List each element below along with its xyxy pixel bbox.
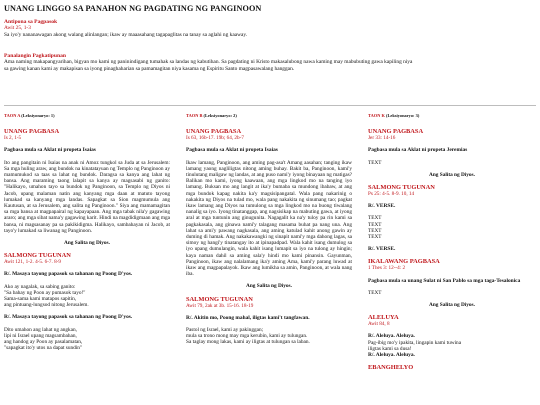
column-c-year: TAON K (368, 113, 385, 118)
alleluia-title: ALELUYA (368, 314, 399, 322)
alleluia-response: R/. Aleluya. Aleluya. (368, 333, 415, 340)
acclamation: Ang Salita ng Diyos. (429, 171, 475, 178)
psalm-text: TEXT (368, 227, 382, 234)
reading1-ref: Jer 33: 14-16 (368, 135, 396, 142)
gospel-title: EBANGHELYO (368, 364, 414, 372)
reading1-text: TEXT (368, 159, 382, 166)
psalm-text: TEXT (368, 221, 382, 228)
reading1-ref: Is 63, 16b-17. 19b; 64, 2b-7 (186, 135, 244, 142)
antipona-text: Sa iyo'y nananawagan akong walang alinlangan; ikaw ay maaasahang tagapaglitas na tanay sa aglahi ng kaaway. (4, 31, 248, 38)
reading1-ref: Is 2, 1-5 (4, 135, 22, 142)
reading1-intro: Pagbasa mula sa Aklat ni propeta Jeremias (368, 147, 468, 154)
reading1-title: UNANG PAGBASA (186, 128, 242, 136)
reading2-intro: Pagbasa mula sa unang Sulat ni San Pablo sa mga taga-Tesalonica (368, 277, 521, 284)
antipona-ref: Awit 25, 1-3 (4, 25, 31, 32)
psalm-verse: R/. VERSE. (368, 246, 396, 253)
reading1-text: Ito ang pangitain ni Isaias na anak ni Amoz tungkol sa Juda at sa Jerusalem: Sa mga huling araw, ang bundok na kinatatayuan ng Templo ng Panginoon ay mamumukod sa taas sa lahat ng bundok. Daragsa sa kanya ang lahat ng bansa. Ang maraming taong lalapit sa kanya ay magsasabi ng ganito: "Halikayo, umahon tayo sa bundok ng Panginoon, sa Templo ng Diyos ni Jacob, upang malaman natin ang kanyang mga daan at matuto tayong lumakad sa kanyang mga landas. Sapagkat sa Sion magmumula ang Kautusan, at sa Jerusalem, ang salita ng Panginoon." Siya ang mamamagitan sa mga bansa at magpapairal ng kapayapaan. Ang mga tabak nila'y gagawing araro; ang mga sibat nama'y gagawing karit. Hindi na magdidigmaan ang mga bansa, ni magsasanay pa sa pakikidigma. Halikayo, sambahayan ni Jacob, at tayo'y lumakad sa liwanag ng Panginoon. (4, 159, 170, 234)
acclamation: Ang Salita ng Diyos. (64, 240, 110, 247)
panalangin-line-2: sa gawing kanan kami ay makapisan sa iyong pinaghaharian sa pamamagitan niya kasama ng Espiritu Santo magpasawalang hanggan. (4, 65, 295, 72)
psalm-ref: Awit 121, 1-2. 4-5. 6-7. 8-9 (4, 259, 62, 266)
psalm-stanza-line: Dito umahon ang lahat ng angkan, (4, 326, 77, 333)
reading1-title: UNANG PAGBASA (4, 128, 60, 136)
psalm-stanza-line: Sama-sama kami matapos sapitin, (4, 296, 77, 303)
column-a-lectionary: (Leksiyonaryo: 1) (21, 113, 55, 118)
reading2-ref: 1 Thes 3: 12--4: 2 (368, 265, 406, 272)
column-b-header (186, 113, 352, 119)
reading1-title: UNANG PAGBASA (368, 128, 424, 136)
psalm-stanza-line: Ako ay nagalak, sa sabing ganito: (4, 283, 76, 290)
psalm-stanza-line: ang handog ay Poon ay pasalamatan, (4, 339, 83, 346)
column-b-lectionary: (Leksiyonaryo: 2) (203, 113, 237, 118)
alleluia-response: R/. Aleluya. Aleluya. (368, 352, 415, 359)
psalm-verse: R/. VERSE. (368, 203, 396, 210)
psalm-ref: Ps 25: 4-5. 8-9. 10, 14 (368, 191, 415, 198)
column-a-year: TAON A (4, 113, 21, 118)
column-taon-a (4, 113, 170, 351)
column-b-year: TAON B (186, 113, 203, 118)
psalm-text: TEXT (368, 215, 382, 222)
acclamation: Ang Salita ng Diyos. (246, 283, 292, 290)
psalm-ref: Awit 79, 2ak at 3b. 15-16. 18-19 (186, 302, 254, 309)
panalangin-section (4, 53, 536, 72)
alleluia-ref: Awit 84, 8 (368, 321, 390, 328)
psalm-title: SALMONG TUGUNAN (186, 295, 253, 303)
column-c-lectionary: (Leksiyonaryo: 3) (385, 113, 420, 118)
antipona-heading: Antipona sa Pagpasok (4, 19, 58, 25)
column-a-header (4, 113, 170, 119)
psalm-stanza-line: mula sa trono mong may mga kerubin, kami ay tulungan. (186, 333, 308, 340)
psalm-text: TEXT (368, 234, 382, 241)
reading2-title: IKALAWANG PAGBASA (368, 258, 440, 266)
reading1-intro: Pagbasa mula sa Aklat ni propeta Isaias (4, 147, 96, 154)
psalm-stanza-line: lipi ni Israel upang magsambahan, (4, 332, 77, 339)
psalm-stanza-line: "Sa bahay ng Poon ay pumasok tayo!" (4, 289, 86, 296)
psalm-response: R/. Masaya tayong papasok sa tahanan ng Poong D'yos. (4, 314, 133, 321)
reading1-text: Ikaw lamang, Panginoon, ang aming pag-asa't Amang aasahan; tanging ikaw lamang yaong nagliligtas nitong aming buhay. Bakit ba, Panginoon, kami'y tinulutang maligaw ng landas, at ang puso nami'y iyong binayaan ng matigas? Balikan mo kami, iyong kaawaan, ang mga lingkod mo na tanging iyo lamang. Buksan mo ang langit at ika'y bumaba sa mundong ibabaw, at ang mga bundok kapag nakita ka'y magsisipangatal. Wala pang nakarinig o nakakita ng Diyos na tulad mo, wala pang nakakita ng sinumang tao; pagkat ikaw lamang ang Diyos na tumulong sa mga lingkod mo na buong tiwalang nanalig sa iyo. Iyong tinatanggap, ang nagsisikap na mabuting gawa, at iyong aral at mga tuntunin ang ginugunita. Nagagalit ka na'y tuloy pa rin kami sa pagkakasala, ang ginawa nami'y talagang masama buhat pa nang una. Ang lahat sa ami'y pawang nagkasala, ang aming katulad kahit anong gawin ay duming di hamak. Ang nakakawangki ng sinapit nami'y mga dahong lagas, sa simoy ng hangi'y tinatangay ito at ipinapadpad. Wala kahit isang dumulog sa iyo upang dumulangin, wala kahit isang lumapit sa iyo na tulong ay hingin; kaya naman dahil sa aming sala'y hindi mo kami pinansin. Gayunman, Panginoon, ikaw ang nalalamang ika'y aming Ama, kami'y parang luwad at ikaw ang magpapalayok. Ikaw ang lumikha sa amin, Panginoon, at wala nang iba. (186, 159, 352, 278)
column-c-header (368, 113, 536, 119)
column-taon-k (368, 113, 536, 371)
panalangin-heading: Panalangin Pagkatipunan (4, 53, 67, 59)
psalm-stanza-line: Pastol ng Israel, kami ay pakinggan; (186, 327, 264, 334)
reading1-intro: Pagbasa mula sa Aklat ni propeta Isaias (186, 147, 278, 154)
acclamation: Ang Salita ng Diyos. (429, 302, 475, 309)
reading2-text: TEXT (368, 289, 382, 296)
psalm-response: R/. Masaya tayong papasok sa tahanan ng Poong D'yos. (4, 271, 133, 278)
antipona-section (4, 19, 536, 38)
psalm-title: SALMONG TUGUNAN (4, 252, 71, 260)
psalm-stanza-line: Sa taglay mong lakas, kami ay iligtas at tulungan sa laban. (186, 339, 310, 346)
section-divider (4, 105, 536, 106)
psalm-response: R/. Akitin mo, Poong mahal, iligtas kami't tangfawan. (186, 314, 310, 321)
alleluia-line: iligtas kami sa dusa! (368, 345, 412, 352)
alleluia-line: Pag-ibig mo'y ipakita, lingapin kami tuwina (368, 339, 462, 346)
psalm-title: SALMONG TUGUNAN (368, 184, 435, 192)
panalangin-line-1: Ama naming makapangyarihan, bigyan mo kami ng paninindigang tumahak sa landas ng kabutihan. Sa pagdating ni Kristo makasalubong nawa kaming may mabubuting gawa kapiling niya (4, 59, 413, 66)
psalm-stanza-line: "sapagkat ito'y utos na dapat sundin" (4, 345, 83, 352)
column-taon-b (186, 113, 352, 346)
psalm-stanza-line: ang pintuang-lungsod nitong Jerusalem. (4, 302, 89, 309)
page-title: UNANG LINGGO SA PANAHON NG PAGDATING NG PANGINOON (4, 4, 262, 13)
